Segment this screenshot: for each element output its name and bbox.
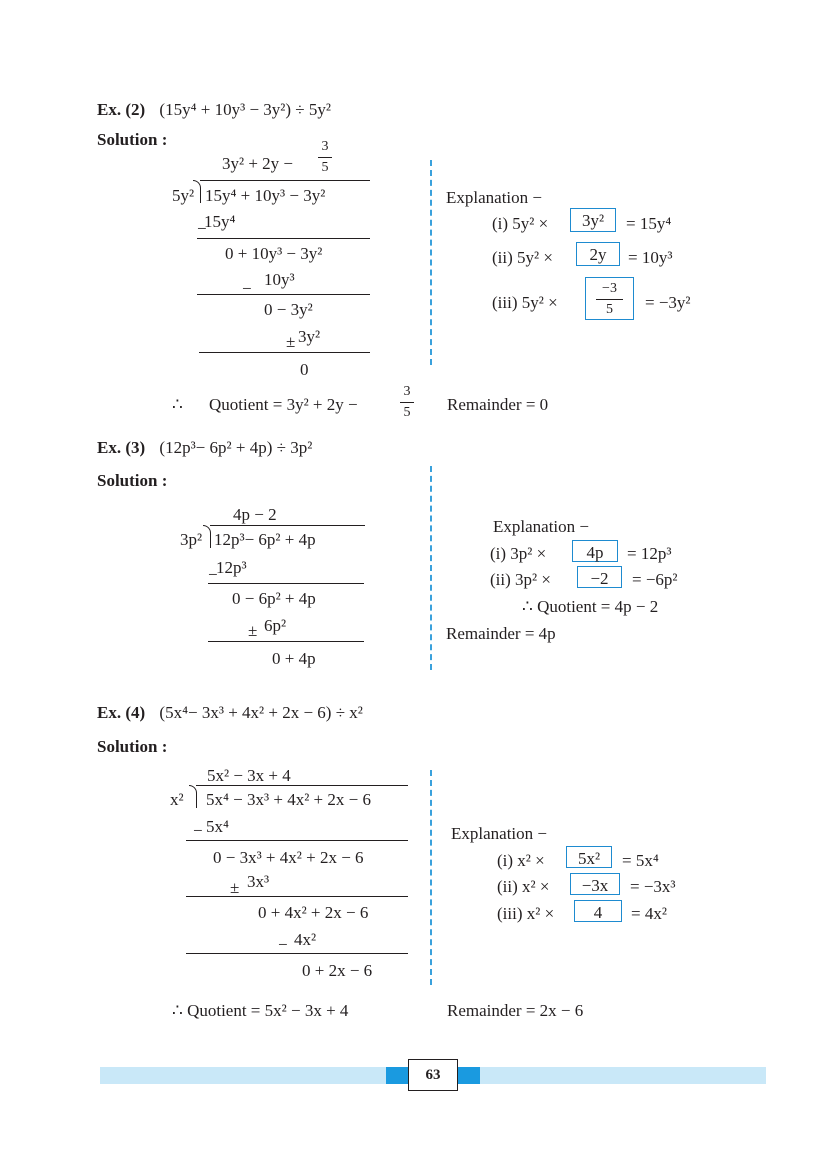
ex4-sub2: 3x³ [247, 872, 270, 891]
ex2-sub1: 15y⁴ [204, 212, 236, 231]
ex2-remainder-line: Remainder = 0 [447, 395, 549, 414]
ex3-rule-1 [208, 583, 364, 584]
ex4-exp1-result: = 5x⁴ [622, 851, 659, 870]
ex2-therefore: ∴ [172, 395, 183, 414]
ex2-sub1-sign: − [197, 219, 207, 238]
ex2-division-bracket [193, 180, 201, 203]
ex2-rule-1 [197, 238, 370, 239]
ex3-dividend: 12p³− 6p² + 4p [214, 530, 316, 549]
ex4-label: Ex. (4) [97, 703, 146, 722]
ex4-sub2-sign: ± [230, 878, 240, 897]
ex2-explanation-title: Explanation − [446, 188, 542, 207]
ex3-sub2: 6p² [264, 616, 287, 635]
ex4-exp3-result: = 4x² [631, 904, 667, 923]
ex3-exp1-result: = 12p³ [627, 544, 672, 563]
ex3-divider [430, 466, 432, 670]
ex4-divisor: x² [170, 790, 184, 809]
ex4-remainder-2: 0 + 4x² + 2x − 6 [258, 903, 369, 922]
ex2-exp1-result: = 15y⁴ [626, 214, 672, 233]
ex2-solution-label: Solution : [97, 130, 168, 149]
ex4-exp1-box: 5x² [566, 846, 612, 868]
ex4-explanation-title: Explanation − [451, 824, 547, 843]
ex3-divisor: 3p² [180, 530, 203, 549]
ex2-exp2-box: 2y [576, 242, 620, 266]
ex3-explanation-title: Explanation − [493, 517, 589, 536]
ex2-exp2-prefix: (ii) 5y² × [492, 248, 553, 267]
ex4-division-bar [196, 785, 408, 786]
ex2-exp3-box [585, 277, 634, 320]
ex3-exp2-prefix: (ii) 3p² × [490, 570, 551, 589]
ex2-rule-3 [199, 352, 370, 353]
ex2-sub3: 3y² [298, 327, 321, 346]
ex2-exp3-fraction [586, 282, 633, 317]
ex3-solution-label: Solution : [97, 471, 168, 490]
ex4-exp2-result: = −3x³ [630, 877, 676, 896]
ex4-exp2-prefix: (ii) x² × [497, 877, 550, 896]
ex2-exp3-den: 5 [606, 302, 613, 317]
page-number: 63 [408, 1059, 458, 1091]
ex3-quotient: 4p − 2 [233, 505, 277, 524]
ex2-exp2-result: = 10y³ [628, 248, 673, 267]
ex2-frac-num: 3 [321, 139, 329, 154]
ex4-quotient: 5x² − 3x + 4 [207, 766, 291, 785]
ex4-solution-label: Solution : [97, 737, 168, 756]
ex4-quotient-line: ∴ Quotient = 5x² − 3x + 4 [172, 1001, 349, 1020]
ex4-remainder-3: 0 + 2x − 6 [302, 961, 373, 980]
ex3-remainder-line: Remainder = 4p [446, 624, 556, 643]
ex4-exp1-prefix: (i) x² × [497, 851, 545, 870]
ex4-sub3: 4x² [294, 930, 317, 949]
ex2-rule-2 [197, 294, 370, 295]
ex2-sub2: 10y³ [264, 270, 295, 289]
ex3-exp2-result: = −6p² [632, 570, 678, 589]
ex2-remainder-1: 0 + 10y³ − 3y² [225, 244, 323, 263]
ex2-q-num: 3 [403, 384, 411, 399]
ex2-quotient-fraction [318, 140, 332, 175]
ex4-divider [430, 770, 432, 985]
ex3-division-bracket [203, 525, 211, 548]
ex2-sub3-sign: ± [286, 332, 296, 351]
ex3-remainder-2: 0 + 4p [272, 649, 316, 668]
ex2-problem: (15y⁴ + 10y³ − 3y²) ÷ 5y² [159, 100, 331, 119]
ex4-problem: (5x⁴− 3x³ + 4x² + 2x − 6) ÷ x² [159, 703, 363, 722]
ex2-quotient: 3y² + 2y − [222, 154, 294, 173]
ex2-label: Ex. (2) [97, 100, 146, 119]
ex4-sub1-sign: − [193, 821, 203, 840]
ex3-exp2-box: −2 [577, 566, 622, 588]
ex3-exp1-box: 4p [572, 540, 618, 562]
ex2-quotient-line: Quotient = 3y² + 2y − [209, 395, 358, 414]
ex2-exp1-box: 3y² [570, 208, 616, 232]
ex4-exp3-box: 4 [574, 900, 622, 922]
ex2-remainder-3: 0 [300, 360, 309, 379]
ex4-heading [97, 704, 363, 721]
ex2-frac-den: 5 [321, 160, 329, 175]
ex2-remainder-2: 0 − 3y² [264, 300, 313, 319]
ex3-sub2-sign: ± [248, 621, 258, 640]
ex2-division-bar [200, 180, 370, 181]
ex4-rule-2 [186, 896, 408, 897]
ex3-quotient-line: ∴ Quotient = 4p − 2 [522, 597, 659, 616]
ex2-sub2-sign: − [242, 279, 252, 298]
ex2-exp3-result: = −3y² [645, 293, 691, 312]
ex4-exp2-box: −3x [570, 873, 620, 895]
ex2-exp3-num: −3 [602, 281, 617, 296]
ex4-division-bracket [189, 785, 197, 808]
ex3-division-bar [210, 525, 365, 526]
ex2-exp3-prefix: (iii) 5y² × [492, 293, 558, 312]
ex4-dividend: 5x⁴ − 3x³ + 4x² + 2x − 6 [206, 790, 371, 809]
ex3-rule-2 [208, 641, 364, 642]
ex3-heading [97, 439, 312, 456]
ex4-rule-3 [186, 953, 408, 954]
ex2-divisor: 5y² [172, 186, 195, 205]
ex2-quotient-line-fraction [400, 385, 414, 420]
footer-accent-right [456, 1067, 480, 1084]
ex4-remainder-1: 0 − 3x³ + 4x² + 2x − 6 [213, 848, 364, 867]
ex2-divider [430, 160, 432, 365]
ex4-remainder-line: Remainder = 2x − 6 [447, 1001, 584, 1020]
ex4-rule-1 [186, 840, 408, 841]
ex2-exp1-prefix: (i) 5y² × [492, 214, 549, 233]
ex4-exp3-prefix: (iii) x² × [497, 904, 555, 923]
ex3-remainder-1: 0 − 6p² + 4p [232, 589, 316, 608]
ex3-label: Ex. (3) [97, 438, 146, 457]
ex3-exp1-prefix: (i) 3p² × [490, 544, 547, 563]
footer-accent-left [386, 1067, 410, 1084]
ex4-sub1: 5x⁴ [206, 817, 229, 836]
ex2-dividend: 15y⁴ + 10y³ − 3y² [205, 186, 326, 205]
ex3-sub1-sign: − [208, 565, 218, 584]
ex3-problem: (12p³− 6p² + 4p) ÷ 3p² [159, 438, 313, 457]
ex3-sub1: 12p³ [216, 558, 247, 577]
ex2-q-den: 5 [403, 405, 411, 420]
ex2-heading [97, 101, 331, 118]
ex4-sub3-sign: − [278, 935, 288, 954]
